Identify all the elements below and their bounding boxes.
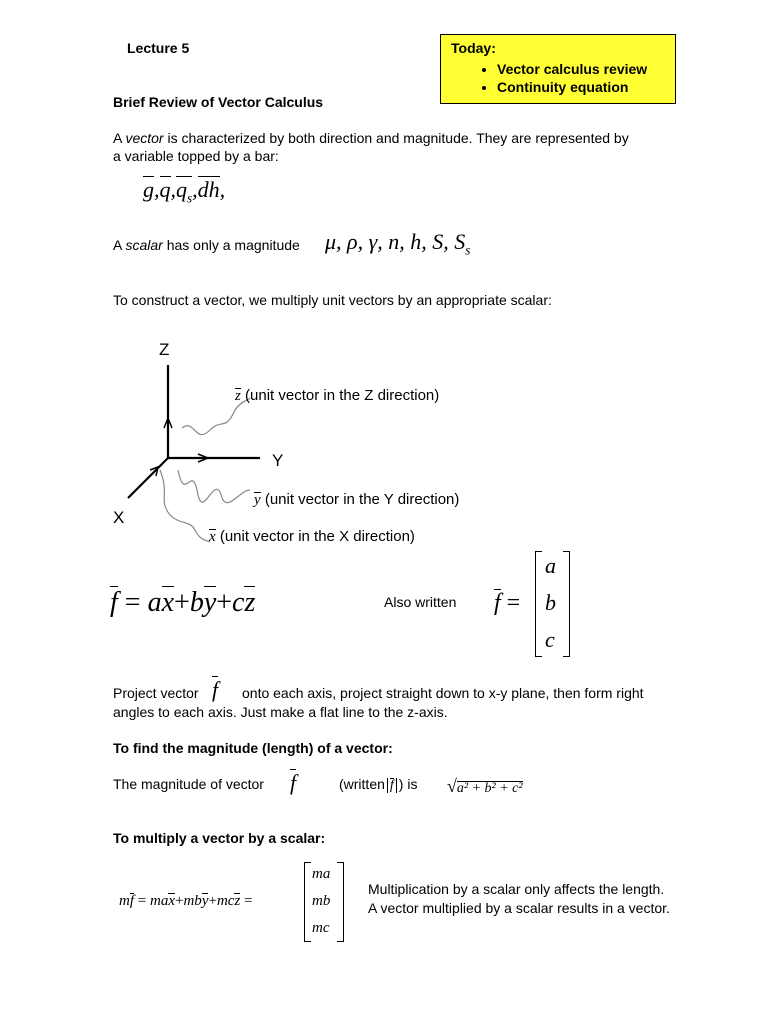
lecture-title: Lecture 5 bbox=[127, 40, 190, 56]
multiply-note-2: A vector multiplied by a scalar results in a vector. bbox=[368, 900, 670, 916]
column-b: b bbox=[545, 590, 556, 615]
vector-definition-line2: a variable topped by a bar: bbox=[113, 148, 279, 164]
today-box bbox=[440, 34, 676, 104]
construct-text: To construct a vector, we multiply unit vectors by an appropriate scalar: bbox=[113, 292, 552, 308]
project-text-a: Project vector bbox=[113, 685, 199, 701]
multiply-title: To multiply a vector by a scalar: bbox=[113, 830, 326, 846]
axis-z-label: Z bbox=[159, 340, 170, 359]
magnitude-formula: √a² + b² + c² bbox=[447, 776, 523, 796]
column-a: a bbox=[545, 553, 556, 578]
section-title: Brief Review of Vector Calculus bbox=[113, 94, 324, 110]
today-list bbox=[441, 60, 675, 96]
multiply-bracket-left bbox=[304, 862, 311, 942]
vector-definition-line1: A vector is characterized by both direction and magnitude. They are represented by bbox=[113, 130, 629, 146]
y-unit-vector-label: y (unit vector in the Y direction) bbox=[254, 491, 460, 508]
magnitude-text-b: (written f ) is bbox=[339, 776, 418, 793]
scalar-examples: μ, ρ, γ, n, h, S, $S_s$ bbox=[325, 229, 471, 258]
today-item: • Continuity equation bbox=[497, 78, 675, 96]
multiply-bracket-right bbox=[337, 862, 344, 942]
project-text-c: angles to each axis. Just make a flat line to the z-axis. bbox=[113, 704, 448, 720]
multiply-note-1: Multiplication by a scalar only affects the length. bbox=[368, 881, 665, 897]
project-f-symbol: f bbox=[212, 677, 219, 702]
multiply-ma: ma bbox=[312, 866, 331, 882]
magnitude-f-symbol: f bbox=[290, 770, 297, 795]
today-title: Today: bbox=[451, 40, 496, 56]
axis-x-label: X bbox=[113, 508, 125, 527]
column-bracket-right bbox=[563, 551, 570, 657]
magnitude-title: To find the magnitude (length) of a vector: bbox=[113, 740, 393, 756]
vector-term: vector bbox=[125, 130, 164, 146]
scalar-definition: A scalar has only a magnitude bbox=[113, 237, 300, 253]
scalar-term: scalar bbox=[125, 237, 163, 253]
multiply-mb: mb bbox=[312, 893, 331, 909]
project-text-b: onto each axis, project straight down to x-y plane, then form right bbox=[242, 685, 644, 701]
also-written-label: Also written bbox=[384, 594, 457, 610]
column-bracket-left bbox=[535, 551, 542, 657]
magnitude-text-a: The magnitude of vector bbox=[113, 776, 264, 792]
vector-equation: f = ax+by+cz bbox=[110, 587, 256, 618]
axis-y-label: Y bbox=[272, 451, 284, 470]
vector-examples: $g,q,q_s,dh$, bbox=[143, 177, 226, 206]
today-item: • Vector calculus review bbox=[497, 60, 675, 78]
axes-diagram bbox=[100, 330, 400, 550]
y-leader-line bbox=[178, 470, 250, 503]
x-unit-vector-label: x (unit vector in the X direction) bbox=[209, 528, 415, 545]
multiply-mc: mc bbox=[312, 920, 330, 936]
z-unit-vector-label: z (unit vector in the Z direction) bbox=[235, 387, 440, 404]
column-c: c bbox=[545, 627, 555, 652]
multiply-equation: mf = max+mby+mcz = bbox=[119, 893, 253, 909]
x-leader-line bbox=[160, 470, 210, 542]
column-vector-f: f = bbox=[494, 590, 521, 616]
